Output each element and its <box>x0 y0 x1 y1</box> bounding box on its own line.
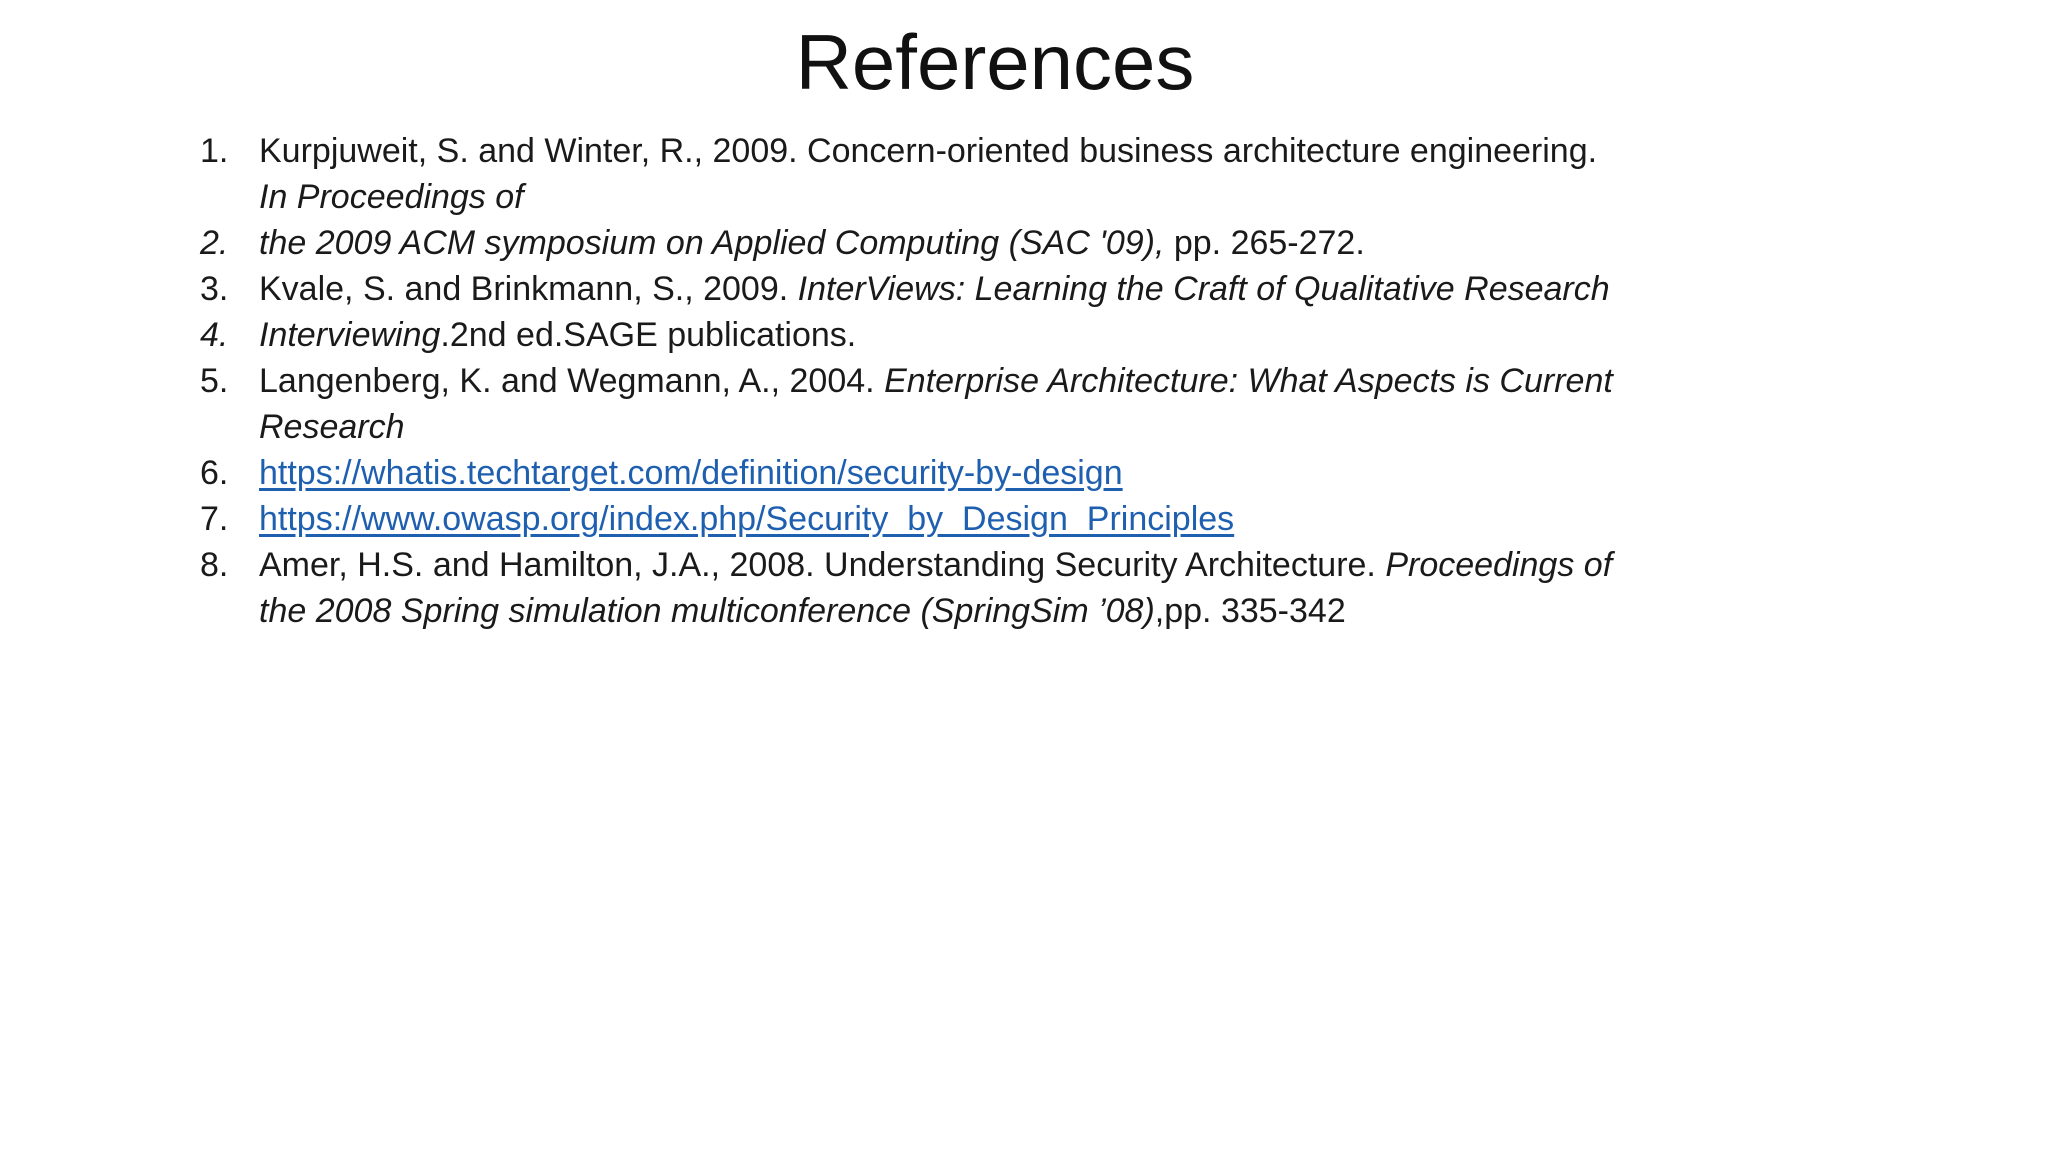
reference-line <box>200 266 1660 312</box>
reference-line <box>200 404 1660 450</box>
list-number: 4. <box>200 316 229 354</box>
reference-line <box>200 312 1660 358</box>
reference-line <box>200 542 1660 588</box>
techtarget-link[interactable]: https://whatis.techtarget.com/definition/security-by-design <box>259 454 1123 492</box>
reference-line <box>200 128 1660 174</box>
list-number: 2. <box>200 224 229 262</box>
citation-source: Enterprise Architecture: What Aspects is Current <box>884 362 1613 400</box>
citation-source: the 2008 Spring simulation multiconference (SpringSim ’08) <box>259 592 1155 630</box>
citation-text: .2nd ed.SAGE publications. <box>440 316 857 354</box>
reference-text <box>259 174 524 220</box>
reference-text <box>259 128 1597 174</box>
list-number: 3. <box>200 270 229 308</box>
reference-line <box>200 450 1660 496</box>
list-number: 1. <box>200 132 229 170</box>
reference-text <box>259 404 405 450</box>
reference-line <box>200 588 1660 634</box>
list-number: 7. <box>200 500 229 538</box>
citation-text: Amer, H.S. and Hamilton, J.A., 2008. Understanding Security Architecture. <box>259 546 1386 584</box>
owasp-link[interactable]: https://www.owasp.org/index.php/Security_by_Design_Principles <box>259 500 1235 538</box>
reference-line <box>200 496 1660 542</box>
citation-source: In Proceedings of <box>259 178 524 216</box>
citation-text: Kvale, S. and Brinkmann, S., 2009. <box>259 270 798 308</box>
list-number: 8. <box>200 546 229 584</box>
reference-line <box>200 358 1660 404</box>
citation-text: Langenberg, K. and Wegmann, A., 2004. <box>259 362 885 400</box>
reference-text <box>259 496 1234 542</box>
slide-title: References <box>795 18 1195 106</box>
references-list <box>200 128 1660 634</box>
reference-text <box>259 450 1123 496</box>
citation-source: Proceedings of <box>1385 546 1613 584</box>
citation-source: Research <box>259 408 405 446</box>
reference-text <box>259 312 856 358</box>
reference-text <box>259 266 1610 312</box>
reference-text <box>259 220 1365 266</box>
reference-text <box>259 588 1346 634</box>
list-number: 5. <box>200 362 229 400</box>
reference-text <box>259 358 1613 404</box>
reference-text <box>259 542 1612 588</box>
list-number: 6. <box>200 454 229 492</box>
citation-pages: ,pp. 335-342 <box>1154 592 1346 630</box>
citation-source: Interviewing <box>259 316 441 354</box>
reference-line <box>200 174 1660 220</box>
citation-pages: pp. 265-272. <box>1164 224 1365 262</box>
citation-source: the 2009 ACM symposium on Applied Computing (SAC '09), <box>259 224 1165 262</box>
citation-text: Kurpjuweit, S. and Winter, R., 2009. Concern-oriented business architecture engineering. <box>259 132 1598 170</box>
reference-line <box>200 220 1660 266</box>
citation-source: InterViews: Learning the Craft of Qualitative Research <box>797 270 1610 308</box>
